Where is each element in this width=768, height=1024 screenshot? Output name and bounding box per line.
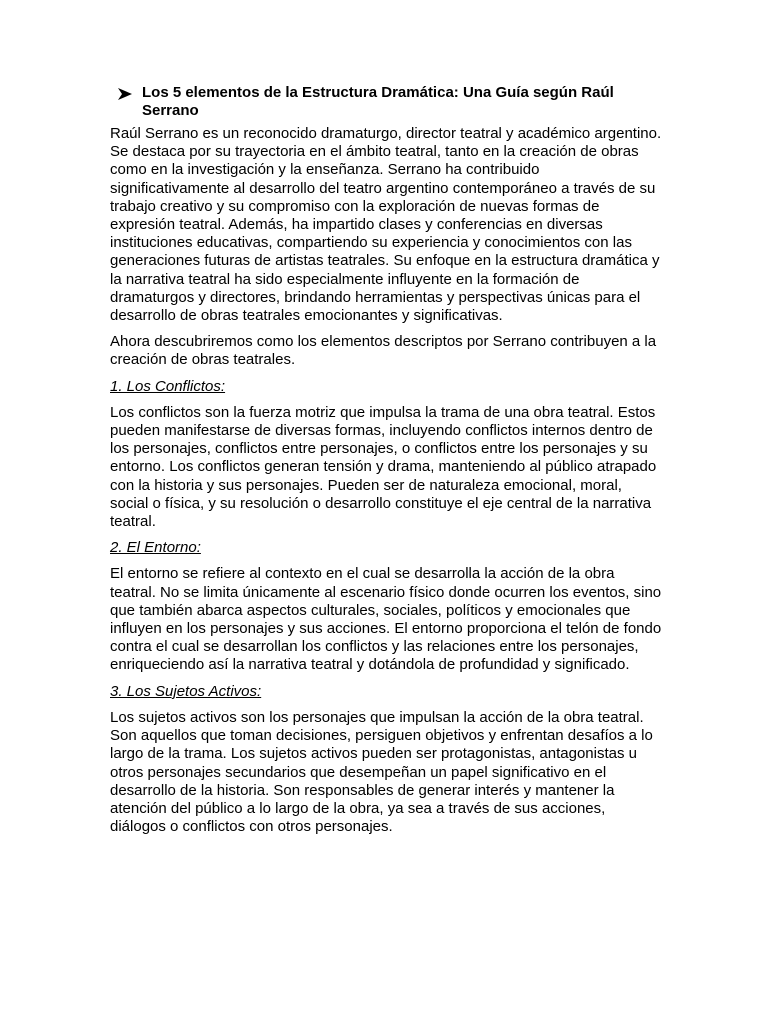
section-body-sujetos-activos: Los sujetos activos son los personajes que impulsan la acción de la obra teatral. Son aquellos que toman decisiones, persiguen objetivos y enfrentan desafíos a lo largo de la trama. Los sujetos activos pueden ser protagonistas, antagonistas u otros personajes secundarios que desempeñan un papel significativo en el desarrollo de la historia. Son responsables de generar interés y mantener la atención del público a lo largo de la obra, ya sea a través de sus acciones, diálogos o conflictos con otros personajes.	[110, 708, 653, 836]
document-page	[110, 84, 662, 844]
heading-row	[118, 84, 662, 120]
document-heading: Los 5 elementos de la Estructura Dramática: Una Guía según Raúl Serrano	[142, 84, 614, 119]
section-body-conflictos: Los conflictos son la fuerza motriz que impulsa la trama de una obra teatral. Estos pueden manifestarse de diversas formas, incluyendo conflictos internos dentro de los personajes, conflictos entre personajes, o conflictos entre los personajes y su entorno. Los conflictos generan tensión y drama, manteniendo al público atrapado con la historia y sus personajes. Pueden ser de naturaleza emocional, moral, social o física, y su resolución o desarrollo constituye el eje central de la narrativa teatral.	[110, 403, 657, 531]
arrowhead-bullet-icon	[118, 84, 142, 105]
section-body-entorno: El entorno se refiere al contexto en el cual se desarrolla la acción de la obra teatral. No se limita únicamente al escenario físico donde ocurren los eventos, sino que también abarca aspectos culturales, sociales, políticos y emocionales que influyen en los personajes y sus acciones. El entorno proporciona el telón de fondo contra el cual se desarrollan los conflictos y las relaciones entre los personajes, enriqueciendo así la narrativa teatral y dotándola de profundidad y significado.	[110, 565, 662, 674]
intro-paragraph: Raúl Serrano es un reconocido dramaturgo, director teatral y académico argentino. Se destaca por su trayectoria en el ámbito teatral, tanto en la creación de obras como en la investigación y la enseñanza. Serrano ha contribuido significativamente al desarrollo del teatro argentino contemporáneo a través de su trabajo creativo y su compromiso con la exploración de nuevas formas de expresión teatral. Además, ha impartido clases y conferencias en diversas instituciones educativas, compartiendo su experiencia y conocimientos con las generaciones futuras de artistas teatrales. Su enfoque en la estructura dramática y la narrativa teatral ha sido especialmente influyente en la formación de dramaturgos y directores, brindando herramientas y perspectivas únicas para el desarrollo de obras teatrales emocionantes y significativas.	[110, 125, 662, 325]
section-title-conflictos: 1. Los Conflictos:	[110, 377, 226, 395]
section-title-entorno: 2. El Entorno:	[110, 539, 201, 557]
transition-paragraph: Ahora descubriremos como los elementos descriptos por Serrano contribuyen a la creación de obras teatrales.	[110, 333, 657, 369]
section-title-sujetos-activos: 3. Los Sujetos Activos:	[110, 682, 262, 700]
